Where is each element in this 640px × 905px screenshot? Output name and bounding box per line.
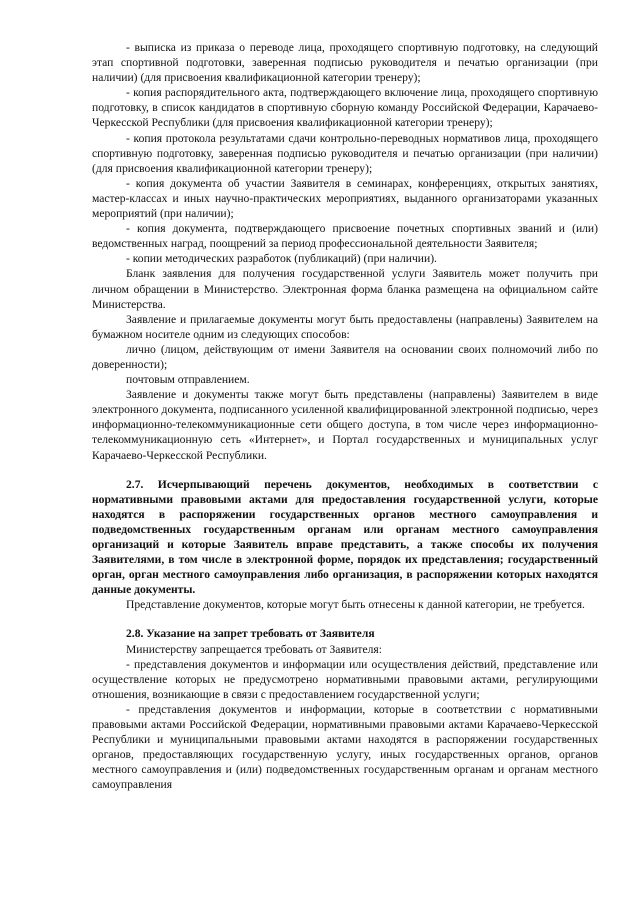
paragraph: Бланк заявления для получения государственной услуги Заявитель может получить при личном обращении в Министерство. Электронная форма бланка размещена на официальном сайте Министерства. <box>92 267 598 311</box>
paragraph: Заявление и прилагаемые документы могут быть предоставлены (направлены) Заявителем на бумажном носителе одним из следующих способов: <box>92 312 598 341</box>
list-item: - копия протокола результатами сдачи контрольно-переводных нормативов лица, проходящего спортивную подготовку, заверенная подписью руководителя и печатью организации (при наличии) (для присвоения квалификационной категории тренеру); <box>92 131 598 175</box>
list-item: - копия документа, подтверждающего присвоение почетных спортивных званий и (или) ведомственных наград, поощрений за период профессиональной деятельности Заявителя; <box>92 222 598 251</box>
spacer <box>92 612 598 626</box>
section-2-8-heading: 2.8. Указание на запрет требовать от Заявителя <box>126 627 375 641</box>
section-2-7-text: Представление документов, которые могут быть отнесены к данной категории, не требуется. <box>126 598 585 612</box>
document-page <box>92 40 598 793</box>
list-item: - выписка из приказа о переводе лица, проходящего спортивную подготовку, на следующий этап спортивной подготовки, заверенная подписью руководителя и печатью организации (при наличии) (для присвоения квалификационной категории тренеру); <box>92 41 598 85</box>
list-item: - представления документов и информации, которые в соответствии с нормативными правовыми актами Российской Федерации, нормативными правовыми актами Карачаево-Черкесской Республики и муниципальными правовыми актами находятся в распоряжении государственных органов, предоставляющих государственную услугу, иных государственных органов, органов местного самоуправления и (или) подведомственных государственным органам и органам местного самоуправления <box>92 702 598 792</box>
section-2-7-heading: 2.7. Исчерпывающий перечень документов, необходимых в соответствии с нормативными правовыми актами для предоставления государственной услуги, которые находятся в распоряжении государственных органов местного самоуправления и подведомственных государственным органам или органам местного самоуправления организаций и которые Заявитель вправе представить, а также способы их получения Заявителями, в том числе в электронной форме, порядок их представления; государственный орган, орган местного самоуправления либо организация, в распоряжении которых находятся данные документы. <box>92 477 598 597</box>
list-item: - копия документа об участии Заявителя в семинарах, конференциях, открытых занятиях, мастер-классах и иных научно-практических мероприятиях, выданного организаторами указанных мероприятий (при наличии); <box>92 176 598 221</box>
paragraph: почтовым отправлением. <box>126 373 250 387</box>
paragraph: лично (лицом, действующим от имени Заявителя на основании своих полномочий либо по доверенности); <box>92 342 598 371</box>
spacer <box>92 463 598 477</box>
list-item: - представления документов и информации или осуществления действий, представление или осуществление которых не предусмотрено нормативными правовыми актами, регулирующими отношения, возникающие в связи с предоставлением государственной услуги; <box>92 657 598 701</box>
list-item: - копии методических разработок (публикаций) (при наличии). <box>126 252 437 266</box>
section-2-8-intro: Министерству запрещается требовать от Заявителя: <box>126 642 382 656</box>
list-item: - копия распорядительного акта, подтверждающего включение лица, проходящего спортивную подготовку, в список кандидатов в спортивную сборную команду Российской Федерации, Карачаево-Черкесской Республики (для присвоения квалификационной категории тренеру); <box>92 86 598 130</box>
paragraph: Заявление и документы также могут быть представлены (направлены) Заявителем в виде электронного документа, подписанного усиленной квалифицированной электронной подписью, через информационно-телекоммуникационные сети общего доступа, в том числе через информационно-телекоммуникационную сеть «Интернет», и Портал государственных и муниципальных услуг Карачаево-Черкесской Республики. <box>92 388 598 462</box>
